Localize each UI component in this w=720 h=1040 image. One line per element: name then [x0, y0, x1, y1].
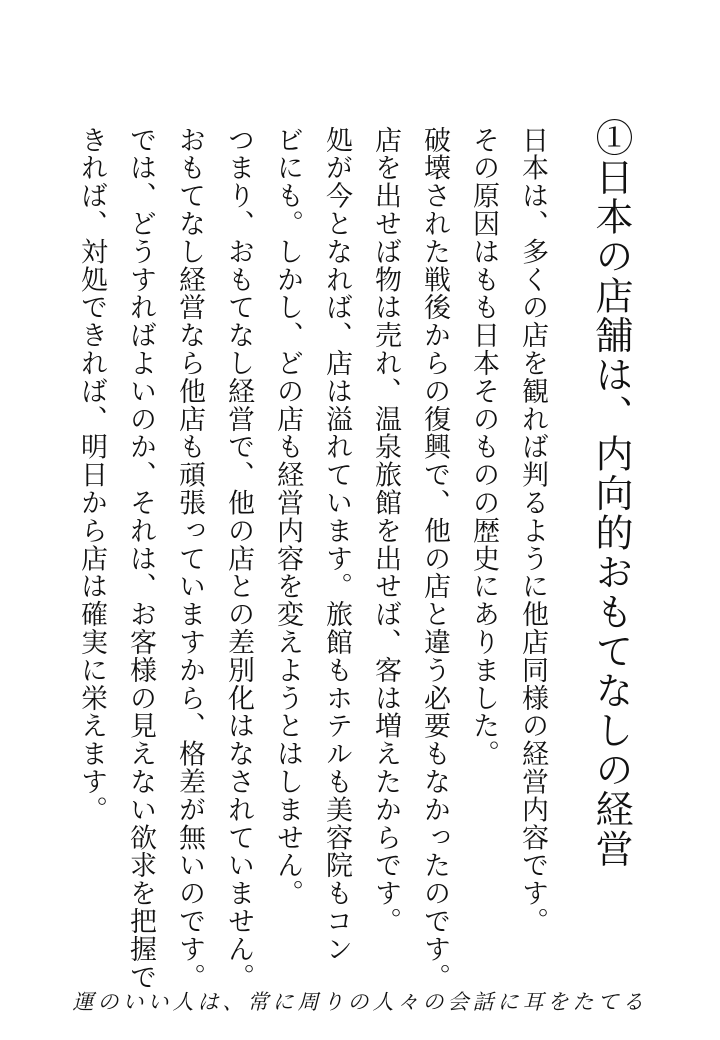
page-title: ①日本の店舗は、内向的おもてなしの経営	[589, 118, 633, 869]
body-line-7: つまり、おもてなし経営で、他の店との差別化はなされていません。	[223, 126, 254, 991]
body-line-8: おもてなし経営なら他店も頑張っていますから、格差が無いのです。	[174, 126, 205, 991]
footer-quote: 運のいい人は、常に周りの人々の会話に耳をたてる	[72, 990, 648, 1014]
body-line-2: その原因はもも日本そのものの歴史にありました。	[468, 126, 499, 768]
body-line-1: 日本は、多くの店を観れば判るように他店同様の経営内容です。	[517, 126, 548, 936]
body-line-6: ビにも。しかし、どの店も経営内容を変えようとはしません。	[272, 126, 303, 908]
body-line-10: きれば、対処できれば、明日から店は確実に栄えます。	[76, 126, 107, 824]
body-line-5: 処が今となれば、店は溢れています。旅館もホテルも美容院もコン	[321, 126, 352, 963]
body-line-4: 店を出せば物は売れ、温泉旅館を出せば、客は増えたからです。	[370, 126, 401, 936]
body-line-9: では、どうすればよいのか、それは、お客様の見えない欲求を把握で	[125, 126, 156, 991]
body-line-3: 破壊された戦後からの復興で、他の店と違う必要もなかったのです。	[419, 126, 450, 991]
